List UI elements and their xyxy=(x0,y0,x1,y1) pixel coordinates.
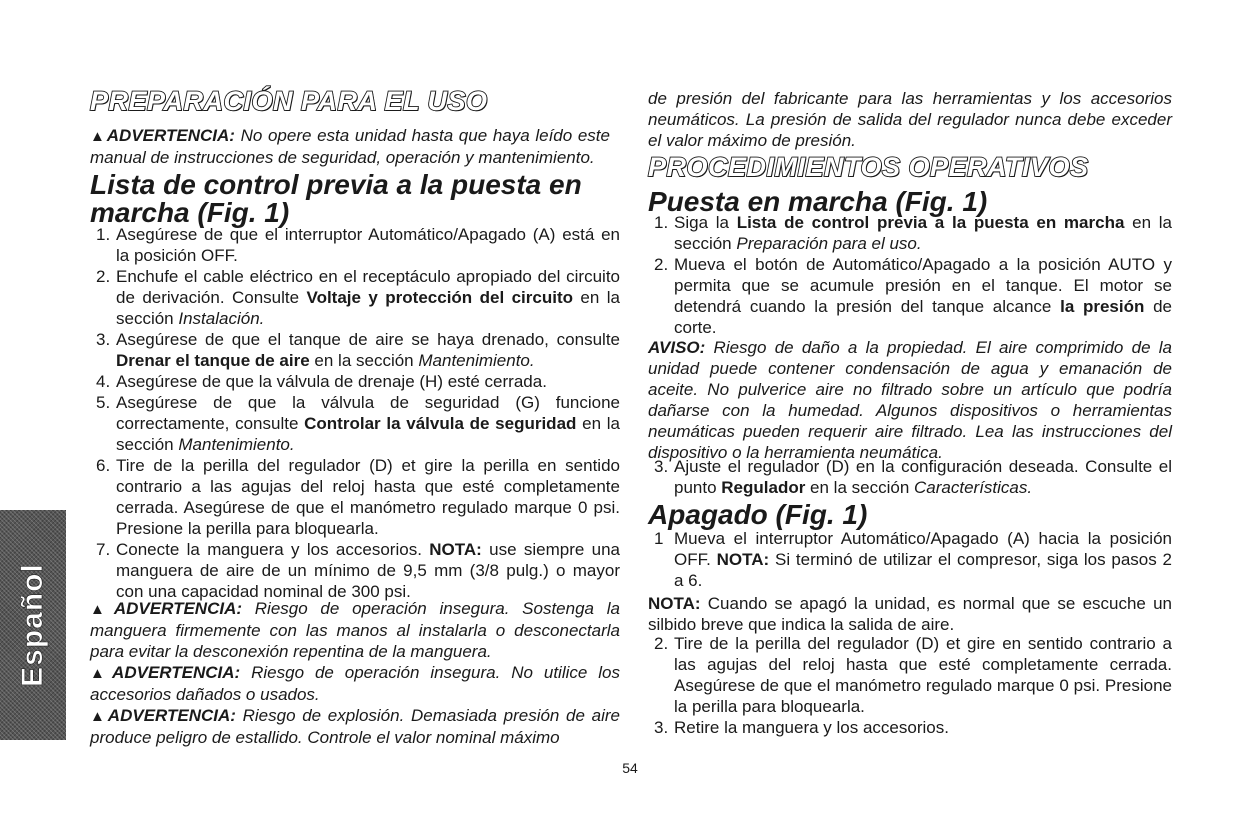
language-side-tab xyxy=(0,510,66,740)
list-item: 1. Asegúrese de que el interruptor Automático/Apagado (A) está en la posición OFF. xyxy=(96,225,620,265)
startup-steps xyxy=(648,212,1172,338)
checklist-steps xyxy=(90,224,620,602)
list-item: 3. Asegúrese de que el tanque de aire se haya drenado, consulte Drenar el tanque de aire en la sección Mantenimiento. xyxy=(96,330,620,370)
intro-warning-label: ▲ADVERTENCIA: xyxy=(90,126,235,145)
warning-triangle-icon: ▲ xyxy=(90,665,112,682)
list-item: 3. Ajuste el regulador (D) en la configuración deseada. Consulte el punto Regulador en la sección Características. xyxy=(654,457,1172,497)
warning-triangle-icon: ▲ xyxy=(90,601,113,618)
list-item: 1 Mueva el interruptor Automático/Apagado (A) hacia la posición OFF. NOTA: Si terminó de utilizar el compresor, siga los pasos 2 a 6. xyxy=(654,529,1172,590)
nota-text: Cuando se apagó la unidad, es normal que se escuche un silbido breve que indica la salida de aire. xyxy=(648,594,1172,634)
nota-shutdown xyxy=(648,593,1172,635)
warning-explosion: ▲ADVERTENCIA: Riesgo de explosión. Demasiada presión de aire produce peligro de estallido. Controle el valor nominal máximo xyxy=(90,706,620,747)
startup-step-3 xyxy=(648,456,1172,498)
list-item: 5. Asegúrese de que la válvula de seguridad (G) funcione correctamente, consulte Controlar la válvula de seguridad en la sección Mantenimiento. xyxy=(96,393,620,454)
aviso-label: AVISO: xyxy=(648,338,706,357)
list-item: 1. Siga la Lista de control previa a la puesta en marcha en la sección Preparación para el uso. xyxy=(654,213,1173,253)
side-tab-label: Español xyxy=(16,563,49,687)
pressure-continuation: de presión del fabricante para las herramientas y los accesorios neumáticos. La presión de salida del regulador nunca debe exceder el valor máximo de presión. xyxy=(648,89,1172,150)
list-item: 2. Mueva el botón de Automático/Apagado a la posición AUTO y permita que se acumule presión en el tanque. El motor se detendrá cuando la presión del tanque alcance la presión de corte. xyxy=(654,255,1173,337)
intro-warning-text: No opere esta unidad hasta que haya leído este manual de instrucciones de seguridad, operación y mantenimiento. xyxy=(90,126,610,167)
list-item: 3. Retire la manguera y los accesorios. xyxy=(654,718,949,737)
heading-procedimientos: PROCEDIMIENTOS OPERATIVOS xyxy=(648,152,1089,182)
list-item: 4. Asegúrese de que la válvula de drenaje (H) esté cerrada. xyxy=(96,372,547,391)
list-item: 2. Enchufe el cable eléctrico en el receptáculo apropiado del circuito de derivación. Consulte Voltaje y protección del circuito en la sección Instalación. xyxy=(96,267,620,328)
startup-title: Puesta en marcha (Fig. 1) xyxy=(648,186,988,217)
shutdown-title: Apagado (Fig. 1) xyxy=(648,499,868,530)
warning-triangle-icon: ▲ xyxy=(90,128,106,145)
nota-label: NOTA: xyxy=(648,594,701,613)
aviso-notice xyxy=(648,337,1172,463)
shutdown-step-1 xyxy=(648,528,1172,591)
aviso-text: Riesgo de daño a la propiedad. El aire comprimido de la unidad puede contener condensación de agua y emanación de aceite. No pulverice aire no filtrado sobre un artículo que podría dañarse con la humedad. Algunos dispositivos o herramientas neumáticas pueden requerir aire filtrado. Lea las instrucciones del dispositivo o la herramienta neumática. xyxy=(648,338,1172,462)
list-item: 6. Tire de la perilla del regulador (D) et gire la perilla en sentido contrario a las agujas del reloj hasta que esté completamente cerrada. Asegúrese de que el manómetro regulado marque 0 psi. Presione la perilla para bloquearla. xyxy=(96,456,620,538)
warnings-block xyxy=(90,598,620,748)
warning-unsafe-operation-accessories: ▲ADVERTENCIA: Riesgo de operación insegura. No utilice los accesorios dañados o usados. xyxy=(90,663,620,704)
checklist-title-line1: Lista de control previa a la puesta en xyxy=(90,169,582,200)
intro-warning xyxy=(90,125,610,168)
shutdown-steps-rest xyxy=(648,633,1172,738)
page-number: 54 xyxy=(622,760,638,776)
list-item: 7. Conecte la manguera y los accesorios. NOTA: use siempre una manguera de aire de un mínimo de 9,5 mm (3/8 pulg.) o mayor con una capacidad nominal de 300 psi. xyxy=(96,540,620,601)
list-item: 2. Tire de la perilla del regulador (D) et gire en sentido contrario a las agujas del reloj hasta que esté completamente cerrada. Asegúrese de que el manómetro regulado marque 0 psi. Presione la perilla para bloquearla. xyxy=(654,634,1172,716)
warning-unsafe-operation-hose: ▲ADVERTENCIA: Riesgo de operación insegura. Sostenga la manguera firmemente con las manos al instalarla o desconectarla para evitar la desconexión repentina de la manguera. xyxy=(90,599,620,661)
checklist-title-line2: marcha (Fig. 1) xyxy=(90,197,290,228)
heading-preparacion: PREPARACIÓN PARA EL USO xyxy=(90,86,488,116)
warning-triangle-icon: ▲ xyxy=(90,708,107,725)
